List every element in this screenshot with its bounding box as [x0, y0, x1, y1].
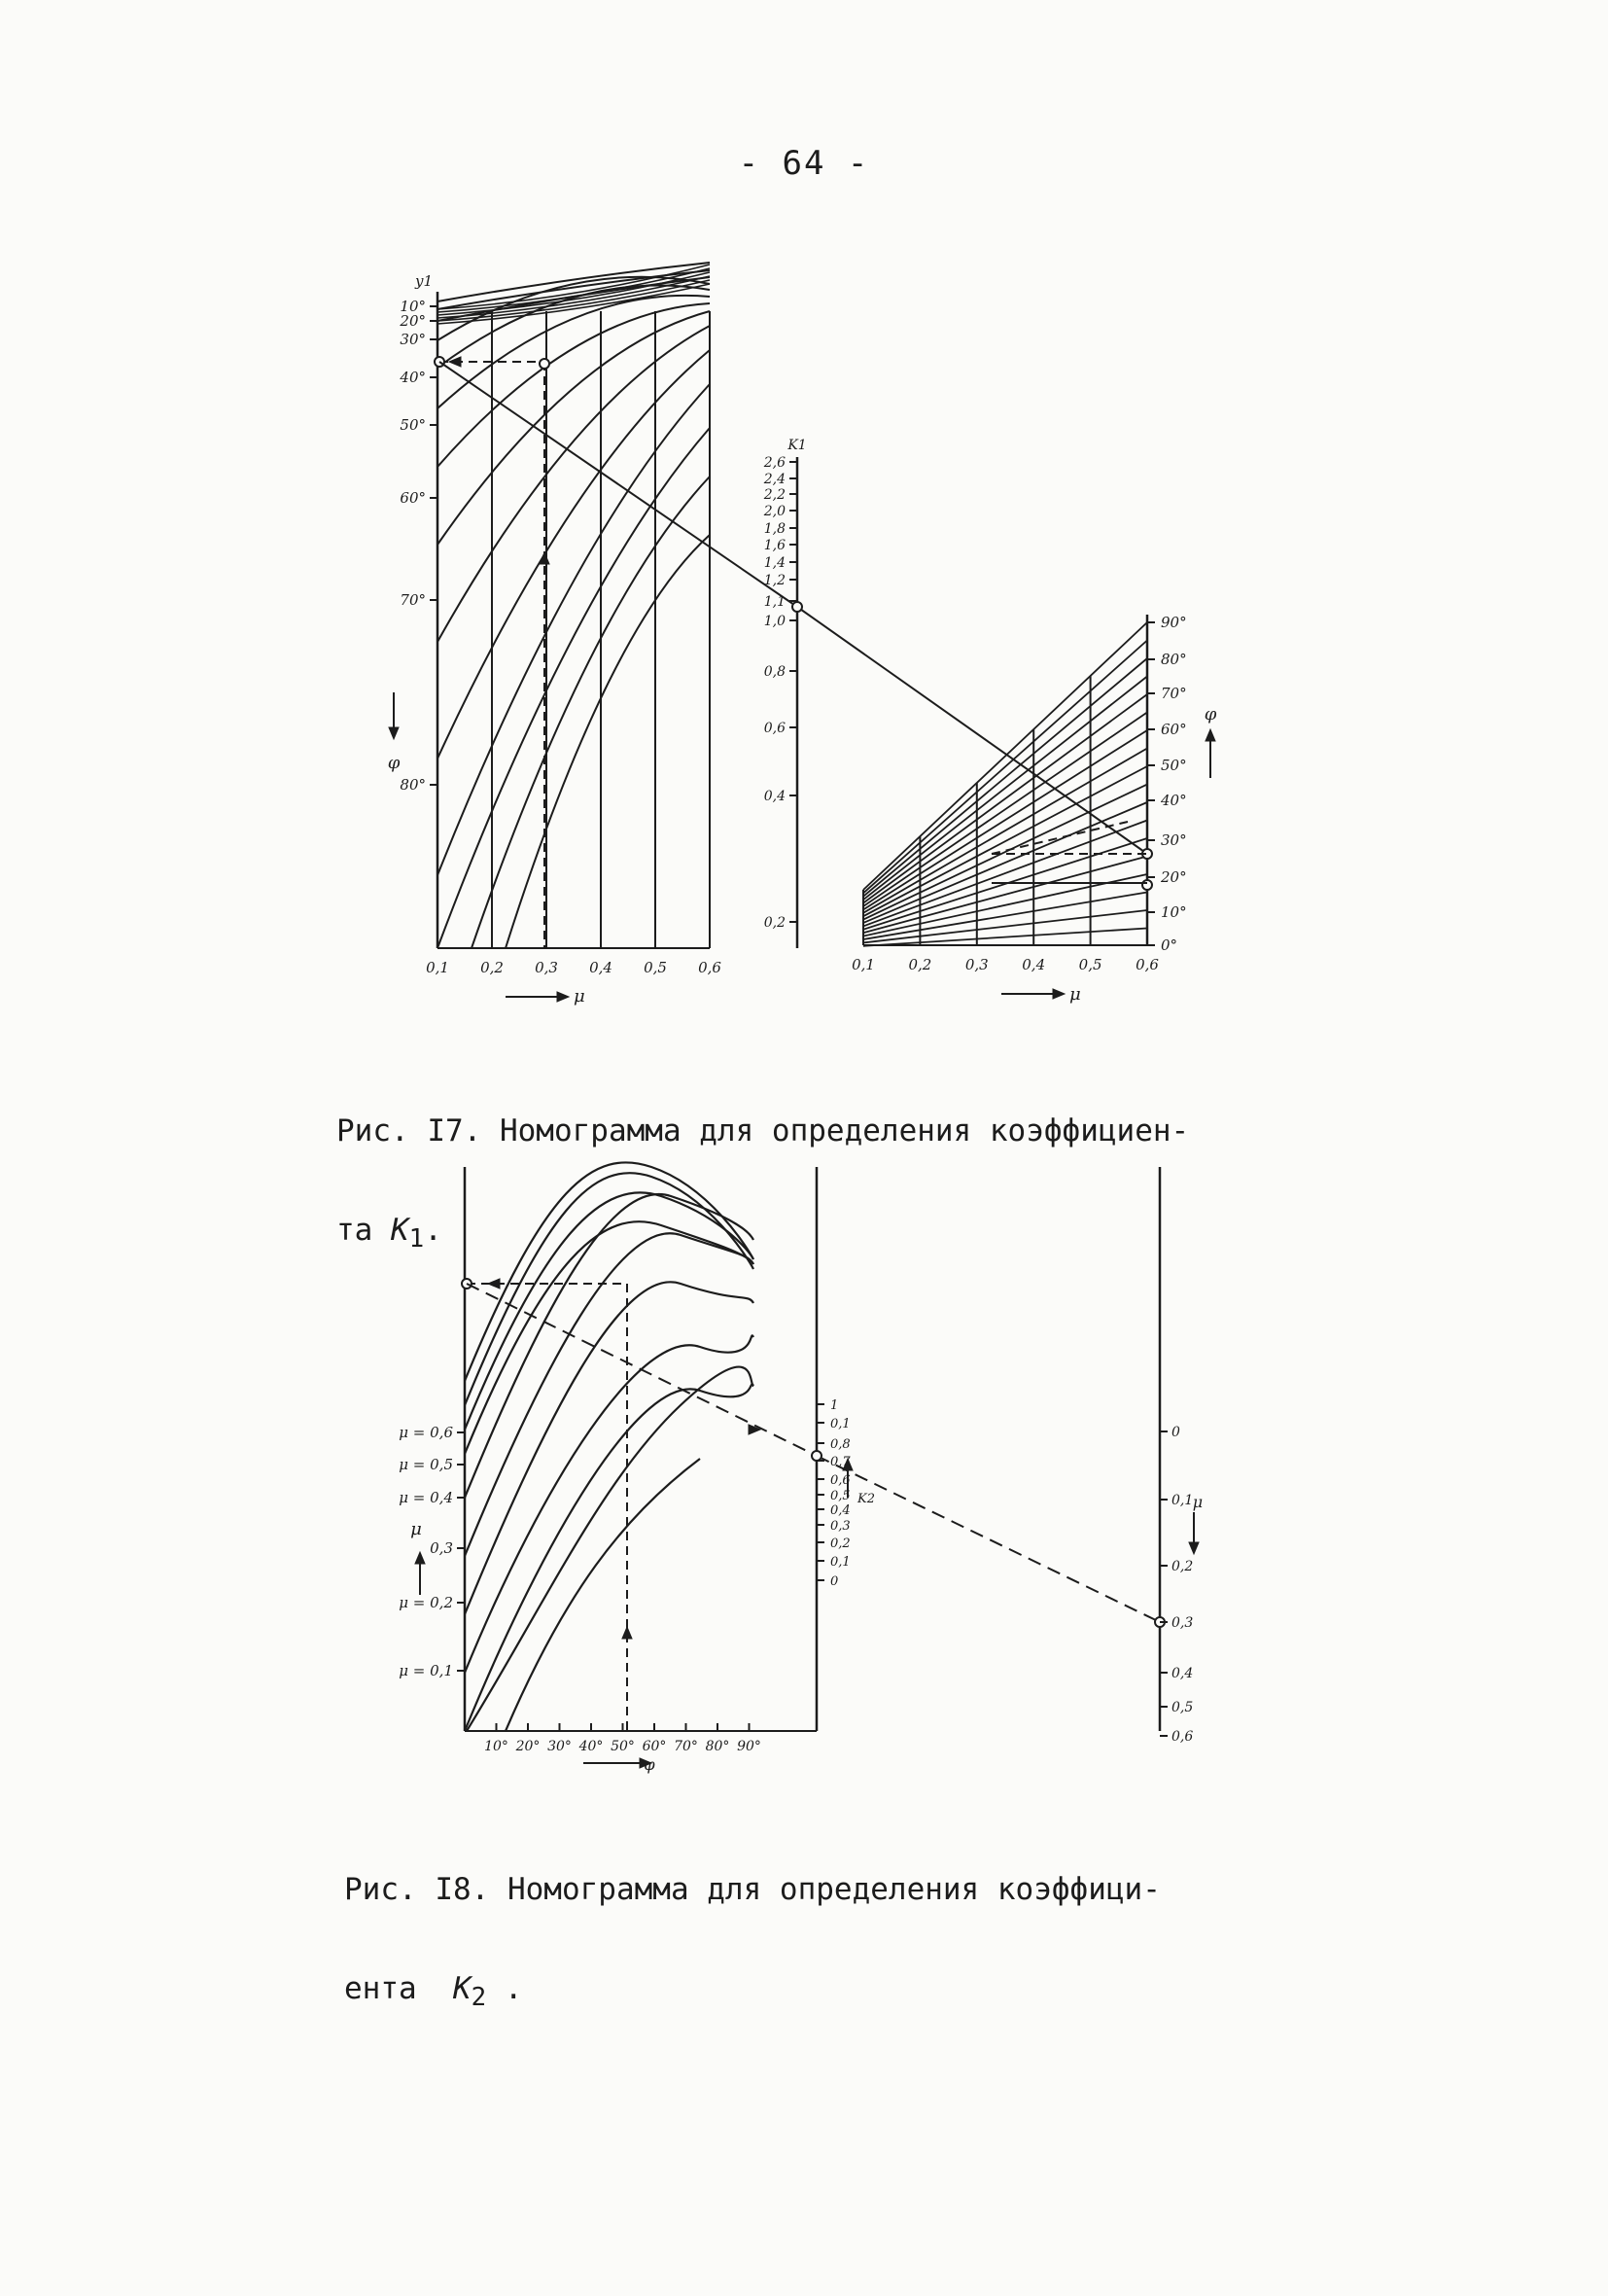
k2-curve: [465, 1384, 753, 1731]
phi-tick-label: 80°: [400, 776, 426, 794]
x-tick-label: 20°: [515, 1739, 541, 1754]
right-phi-tick-label: 30°: [1161, 831, 1187, 849]
phi-tick-label: 70°: [400, 591, 426, 609]
right-mu-axis-label: μ: [1069, 984, 1081, 1005]
k1-tick-label: 2,0: [763, 504, 786, 519]
caption-prefix: та: [336, 1213, 391, 1248]
right-mu-tick-label: 0,2: [1171, 1559, 1194, 1574]
figure-18-caption: [344, 1807, 1161, 2047]
right-phi-tick-label: 10°: [1161, 903, 1187, 921]
right-phi-tick-label: 90°: [1161, 614, 1187, 631]
x-tick-label: 80°: [705, 1739, 730, 1754]
k2-tick-label: 0,8: [830, 1437, 851, 1452]
k1-tick-label: 1,0: [763, 614, 786, 629]
k1-tick-label: 0,2: [763, 915, 786, 931]
phi-tick-label: 30°: [400, 331, 426, 348]
mu-tick-label: 0,3: [535, 959, 558, 976]
k2-tick-label: 0,4: [830, 1503, 851, 1518]
mu-tick-label: 0,2: [480, 959, 504, 976]
left-mu-tick-label: 0,3: [430, 1539, 453, 1557]
right-mu-tick-label: 0,5: [1078, 956, 1102, 973]
right-mu-tick-label: 0,1: [852, 956, 875, 973]
right-mu-tick-label: 0,1: [1171, 1493, 1194, 1508]
left-mu-tick-label: μ = 0,4: [399, 1489, 453, 1506]
phi-tick-label: 50°: [400, 416, 426, 434]
phi-tick-label: 40°: [400, 369, 426, 386]
k2-tick-label: 0,1: [830, 1555, 851, 1570]
x-tick-label: 30°: [547, 1739, 572, 1754]
caption-symbol: K: [391, 1213, 409, 1248]
x-tick-label: 40°: [578, 1739, 604, 1754]
k1-tick-label: 2,2: [763, 487, 786, 503]
phi-tick-label: 20°: [400, 312, 426, 330]
right-mu-tick-label: 0,4: [1022, 956, 1046, 973]
k2-tick-label: 0,1: [830, 1417, 851, 1431]
x-tick-label: 60°: [642, 1739, 667, 1754]
construction-arrow: [488, 1279, 500, 1289]
x-tick-label: 90°: [737, 1739, 761, 1754]
phi-tick-label: 10°: [400, 298, 426, 315]
mu-tick-label: 0,1: [426, 959, 449, 976]
k1-tick-label: 1,2: [763, 573, 786, 588]
right-mu-tick-label: 0: [1171, 1425, 1180, 1440]
right-phi-tick-label: 40°: [1161, 792, 1187, 809]
right-phi-tick-label: 80°: [1161, 651, 1187, 668]
right-phi-tick-label: 20°: [1161, 868, 1187, 886]
k2-curve: [465, 1221, 753, 1454]
page-number: - 64 -: [738, 144, 870, 183]
caption-subscript: 2: [471, 1983, 487, 2013]
caption-subscript: 1: [408, 1224, 425, 1254]
right-phi-tick-label: 50°: [1161, 757, 1187, 774]
right-mu-tick-label: 0,5: [1171, 1700, 1194, 1715]
k2-tick-label: 0,2: [830, 1537, 851, 1551]
k1-tick-label: 1,1: [763, 594, 786, 610]
left-mu-axis-label: μ: [410, 1519, 422, 1539]
right-mu-tick-label: 0,6: [1136, 956, 1159, 973]
right-mu-tick-label: 0,3: [1171, 1615, 1194, 1631]
phi-tick-label: 60°: [400, 489, 426, 507]
y1-axis-label: y1: [414, 272, 434, 290]
figure-18-curves: [415, 1162, 1199, 1768]
figure-18-caption-line2: [344, 1972, 1161, 2014]
phi-axis-label: φ: [387, 753, 401, 773]
k1-tick-label: 0,6: [763, 721, 786, 736]
k2-curve: [465, 1162, 753, 1381]
k2-tick-label: 0,5: [830, 1489, 851, 1503]
k1-tick-label: 2,4: [763, 472, 786, 487]
construction-arrow: [622, 1627, 632, 1639]
mu-tick-label: 0,4: [589, 959, 612, 976]
k1-axis-label: K1: [787, 438, 807, 453]
x-tick-label: 50°: [611, 1739, 635, 1754]
right-mu-tick-label: 0,4: [1171, 1666, 1194, 1681]
k2-curve: [467, 1367, 753, 1731]
right-mu-tick-label: 0,6: [1171, 1729, 1194, 1745]
caption-suffix: .: [424, 1213, 442, 1248]
k2-curve: [506, 1459, 700, 1731]
k2-tick-label: 1: [830, 1398, 839, 1413]
caption-symbol: K: [452, 1971, 472, 2006]
k1-tick-label: 1,8: [763, 521, 786, 537]
right-phi-tick-label: 0°: [1161, 936, 1178, 954]
left-mu-tick-label: μ = 0,2: [399, 1594, 453, 1611]
k1-tick-label: 1,4: [763, 555, 786, 571]
left-mu-tick-label: μ = 0,6: [399, 1424, 453, 1441]
right-mu-tick-label: 0,2: [908, 956, 932, 973]
caption-suffix: .: [486, 1971, 523, 2006]
right-phi-tick-label: 70°: [1161, 685, 1187, 702]
mu-tick-label: 0,5: [644, 959, 667, 976]
mu-tick-label: 0,6: [698, 959, 721, 976]
k2-curve: [465, 1335, 753, 1673]
k2-curve: [465, 1173, 753, 1405]
k1-tick-label: 2,6: [763, 455, 786, 471]
x-axis-label: φ: [644, 1755, 655, 1774]
right-phi-label: φ: [1204, 704, 1217, 724]
k1-tick-label: 0,4: [763, 789, 786, 804]
x-tick-label: 70°: [674, 1739, 698, 1754]
left-mu-tick-label: μ = 0,1: [399, 1662, 453, 1679]
caption-prefix: ента: [344, 1971, 453, 2006]
figure-18-labels: [399, 1398, 1203, 1774]
right-phi-tick-label: 60°: [1161, 721, 1187, 738]
k2-tick-label: 0,3: [830, 1519, 851, 1534]
k1-tick-label: 0,8: [763, 664, 786, 680]
right-mu-arrow-head: [1189, 1542, 1199, 1554]
k2-axis-label: K2: [857, 1492, 875, 1506]
figure-17-caption-line1: Рис. I7. Номограмма для определения коэффициен-: [336, 1113, 1190, 1148]
left-mu-tick-label: μ = 0,5: [399, 1456, 453, 1473]
k1-tick-label: 1,6: [763, 538, 786, 553]
right-mu-axis-label: μ: [1192, 1493, 1204, 1511]
right-mu-tick-label: 0,3: [964, 956, 989, 973]
dashed-index-line: [817, 1456, 1160, 1622]
k2-tick-label: 0,6: [830, 1473, 851, 1488]
k2-tick-label: 0: [830, 1574, 839, 1589]
k2-marker: [812, 1451, 821, 1461]
mu-axis-label: μ: [574, 986, 585, 1007]
figure-18-caption-line1: Рис. I8. Номограмма для определения коэффици-: [344, 1872, 1161, 1907]
left-mu-arrow-head: [415, 1552, 425, 1564]
k2-tick-label: 0,7: [830, 1455, 851, 1469]
x-tick-label: 10°: [484, 1739, 508, 1754]
